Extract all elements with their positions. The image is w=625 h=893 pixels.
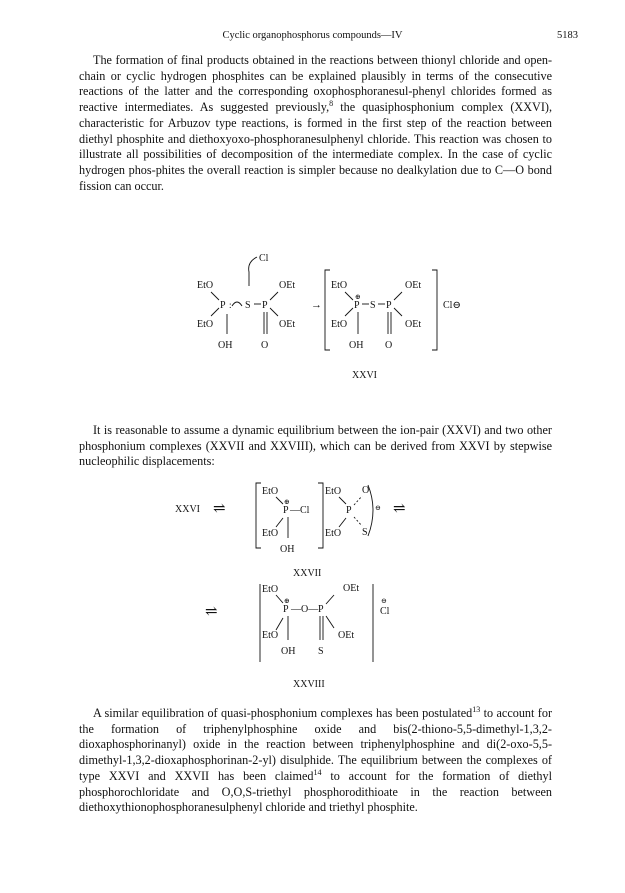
bond-eto-p-3 (345, 292, 353, 300)
bracket-mid-left-xxvii (318, 483, 323, 548)
scheme-xxvi-drawing (175, 248, 475, 393)
bond-p-oet-2 (270, 308, 278, 316)
scheme-xxviii (195, 578, 435, 696)
atom-oet-4: OEt (405, 319, 422, 330)
bond-eto-p-4 (339, 518, 346, 527)
scheme-xxviii-drawing (195, 578, 435, 696)
bond-eto-p-4 (345, 308, 353, 316)
compound-label-xxviii: XXVIII (293, 679, 325, 690)
atom-eto-2: EtO (262, 528, 279, 539)
paragraph-3-text-b: to account for the formation of triphenylphosphine oxide and bis(2-thiono-5,5-dimethyl-1,3,2-dioxaphosphorinanyl) oxide in the reaction between triphenylphosphine and di(2-oxo-5,5-dimethyl-1,3,2-dioxaphosphorinan-2-yl) disulphide. The equilibrium between the complexes of type XXVI and XXVII has been claimed (79, 706, 553, 783)
lone-pair-dots: : (229, 300, 232, 310)
atom-oet-2: OEt (338, 630, 355, 641)
atom-p-3: P (354, 300, 360, 311)
atom-oet-2: OEt (279, 319, 296, 330)
reference-14: 14 (313, 767, 322, 777)
bond-p-oet-1 (326, 595, 334, 604)
atom-p-2: P (346, 505, 352, 516)
bracket-left (325, 270, 330, 350)
minus-charge: ⊖ (381, 597, 387, 605)
scheme-xxvii (165, 480, 485, 585)
plus-charge: ⊕ (284, 498, 290, 506)
bracket-right (432, 270, 437, 350)
paragraph-3-text-c: to account for the formation of diethyl phosphorochloridate and O,O,S-triethyl phosphorodithioate in the reaction between diethoxythionophosphoranesulphenyl chloride and triethyl phosphite. (79, 768, 552, 815)
atom-p-4: P (386, 300, 392, 311)
paragraph-intro-text-b: the quasiphosphonium complex (XXVI), characteristic for Arbuzov type reactions, is formed in the first step of the reaction between diethyl phosphite and diethoxyoxo-phosphoranesulphenyl chloride. This reaction was chosen to illustrate all possibilities of decomposition of the intermediate complex. In the case of cyclic hydrogen phos-phites the overall reaction is simpler because no dealkylation due to C—O bond fission can occur. (79, 100, 552, 193)
atom-oet-1: OEt (343, 583, 360, 594)
compound-label-xxvi: XXVI (352, 370, 377, 381)
atom-s-1: S (245, 300, 251, 311)
atom-oh: OH (281, 646, 296, 657)
atom-p-1: P (283, 505, 289, 516)
atom-oh-2: OH (349, 340, 364, 351)
bond-p-oet-4 (394, 308, 402, 316)
equilibrium-arrow-2: ⇌ (393, 501, 406, 517)
atom-p-2: P (262, 300, 268, 311)
equilibrium-arrow: ⇌ (205, 604, 218, 620)
atom-eto-1: EtO (262, 584, 279, 595)
page-number: 5183 (557, 30, 578, 41)
atom-oet-3: OEt (405, 280, 422, 291)
bond-p-oet-1 (270, 292, 278, 300)
plus-charge: ⊕ (284, 597, 290, 605)
bracket-left-xxvii (256, 483, 261, 548)
atom-eto-2: EtO (262, 630, 279, 641)
bond-p-oet-3 (394, 292, 402, 300)
atom-p-1: P (283, 604, 289, 615)
atom-s: S (362, 527, 368, 538)
atom-o-bridge: —O— (291, 604, 319, 615)
atom-s: S (318, 646, 324, 657)
bond-p-oet-2 (326, 616, 334, 628)
bond-cl-s (249, 257, 257, 286)
atom-eto-1: EtO (262, 486, 279, 497)
bond-eto-p-2 (211, 308, 219, 316)
paragraph-equilibrium: It is reasonable to assume a dynamic equilibrium between the ion-pair (XXVI) and two other phosphonium complexes (XXVII and XXVIII), which can be derived from XXVI by stepwise nucleophilic displacements: (79, 423, 552, 469)
bond-eto-p-2 (276, 518, 283, 527)
atom-o-2: O (385, 340, 393, 351)
atom-eto-4: EtO (325, 528, 342, 539)
atom-eto-3: EtO (325, 486, 342, 497)
running-title: Cyclic organophosphorus compounds—IV (222, 30, 403, 41)
atom-p-2: P (318, 604, 324, 615)
atom-o: O (362, 485, 370, 496)
atom-cl: —Cl (290, 505, 310, 516)
bond-eto-p-2 (276, 618, 283, 630)
minus-charge: ⊖ (375, 504, 381, 512)
paragraph-intro (79, 53, 552, 194)
bond-p-s-dashed (354, 517, 362, 526)
atom-eto-3: EtO (331, 280, 348, 291)
equilibrium-arrow-1: ⇌ (213, 501, 226, 517)
plus-charge-1: ⊕ (355, 293, 361, 301)
scheme-xxvii-drawing (165, 480, 485, 585)
bond-eto-p-3 (339, 497, 346, 504)
bond-eto-p-1 (276, 595, 283, 603)
atom-eto-2: EtO (197, 319, 214, 330)
atom-p-1: P (220, 300, 226, 311)
bond-p-o-dashed (354, 496, 362, 505)
scheme-xxvi (175, 248, 475, 393)
atom-cl-top: Cl (259, 253, 269, 264)
paragraph-intro-text-a: The formation of final products obtained in the reactions between thionyl chloride and open-chain or cyclic hydrogen phosphites can be explained plausibly in terms of the consecutive reactions of the latter and the corresponding oxophosphoranesul-phenyl chlorides formed as reactive intermediates. As suggested previously, (79, 53, 552, 115)
paragraph-3-text-a: A similar equilibration of quasi-phosphonium complexes has been postulated (93, 706, 473, 720)
reference-13: 13 (472, 704, 481, 714)
bond-eto-p-1 (211, 292, 219, 300)
page-header (0, 30, 625, 46)
counter-ion-cl: Cl⊖ (443, 300, 461, 311)
atom-o-1: O (261, 340, 269, 351)
atom-oh-1: OH (218, 340, 233, 351)
atom-oet-1: OEt (279, 280, 296, 291)
atom-eto-4: EtO (331, 319, 348, 330)
compound-label-xxvii: XXVII (293, 568, 322, 579)
atom-s-2: S (370, 300, 376, 311)
atom-oh: OH (280, 544, 295, 555)
paragraph-similar-equilibration (79, 706, 552, 816)
counter-ion-cl: Cl (380, 606, 390, 617)
label-xxvi-ref: XXVI (175, 504, 200, 515)
arrow-curl (232, 302, 242, 306)
bond-eto-p-1 (276, 497, 283, 504)
atom-eto-1: EtO (197, 280, 214, 291)
reference-8: 8 (329, 99, 334, 109)
reaction-arrow: → (311, 299, 322, 311)
